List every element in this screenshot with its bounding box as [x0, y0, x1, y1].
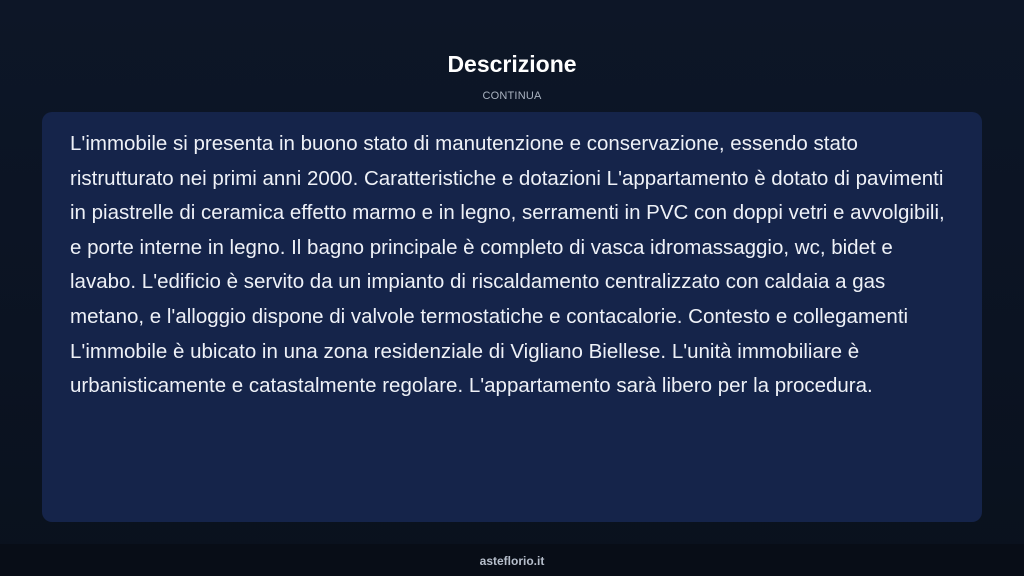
footer-site-label: asteflorio.it — [479, 554, 545, 568]
page-subtitle: CONTINUA — [482, 90, 542, 102]
description-card — [42, 112, 982, 522]
footer-bar — [0, 544, 1024, 576]
page-title: Descrizione — [447, 51, 577, 77]
description-text: L'immobile si presenta in buono stato di manutenzione e conservazione, essendo stato ristrutturato nei primi anni 2000. Caratteristiche e dotazioni L'appartamento è dotato di pavimenti in piastrelle di ceramica effetto marmo e in legno, serramenti in PVC con doppi vetri e avvolgibili, e porte interne in legno. Il bagno principale è completo di vasca idromassaggio, wc, bidet e lavabo. L'edificio è servito da un impianto di riscaldamento centralizzato con caldaia a gas metano, e l'alloggio dispone di valvole termostatiche e contacalorie. Contesto e collegamenti L'immobile è ubicato in una zona residenziale di Vigliano Biellese. L'unità immobiliare è urbanisticamente e catastalmente regolare. L'appartamento sarà libero per la procedura. — [70, 132, 945, 398]
